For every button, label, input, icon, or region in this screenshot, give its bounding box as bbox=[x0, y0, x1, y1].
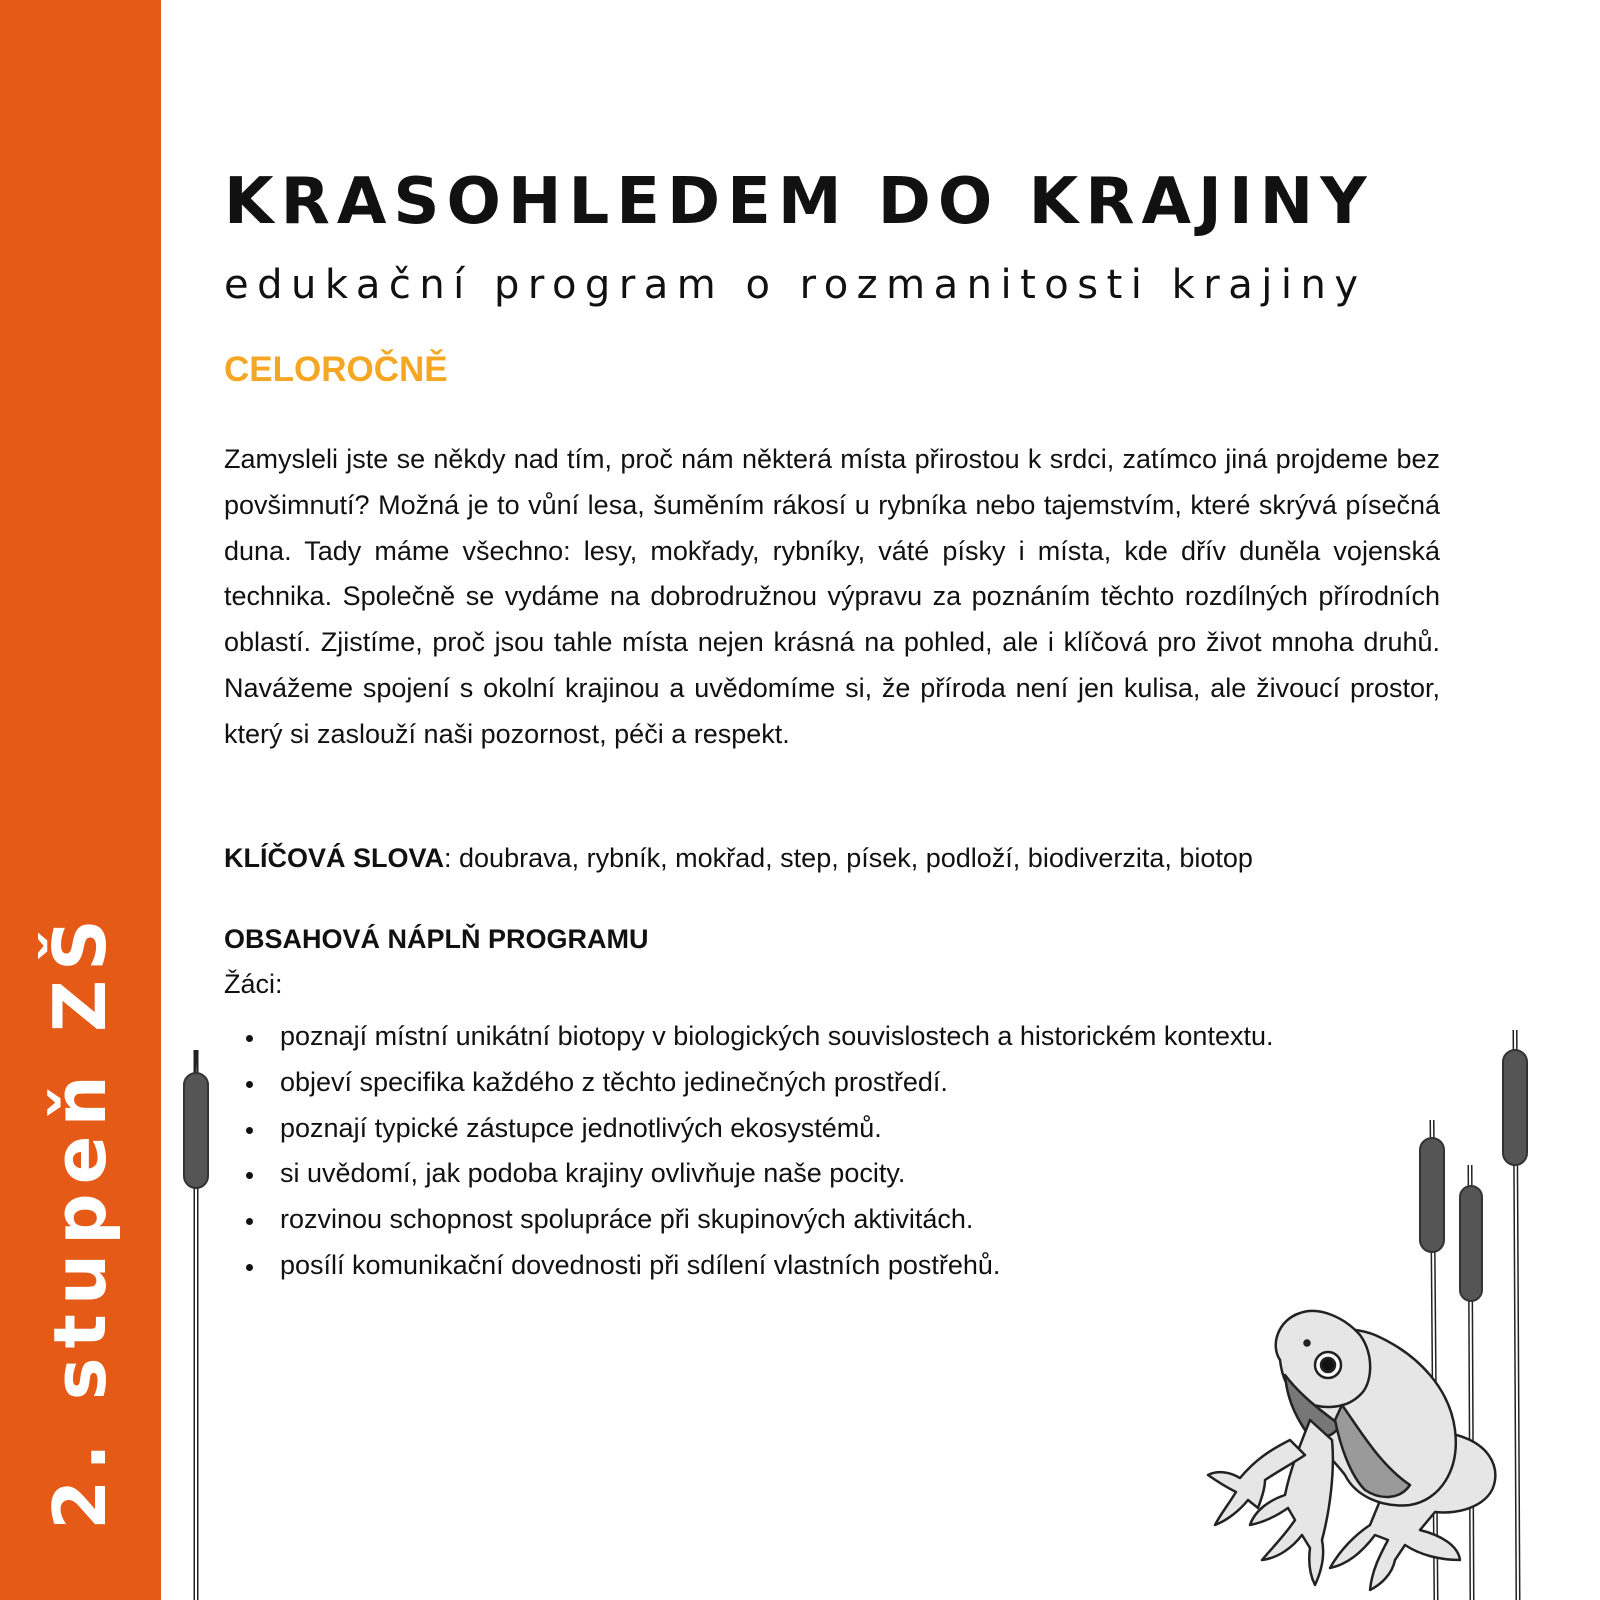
list-item: objeví specifika každého z těchto jedinečných prostředí. bbox=[224, 1060, 1274, 1106]
frog-icon bbox=[1208, 1311, 1495, 1590]
page-subtitle: edukační program o rozmanitosti krajiny bbox=[224, 262, 1367, 308]
list-item: poznají typické zástupce jednotlivých ekosystémů. bbox=[224, 1106, 1274, 1152]
students-label: Žáci: bbox=[224, 969, 283, 999]
list-item: poznají místní unikátní biotopy v biologických souvislostech a historickém kontextu. bbox=[224, 1014, 1274, 1060]
page-title: KRASOHLEDEM DO KRAJINY bbox=[224, 165, 1374, 239]
cattail-icon bbox=[1420, 1120, 1444, 1600]
program-heading: OBSAHOVÁ NÁPLŇ PROGRAMU bbox=[224, 924, 649, 954]
keywords-line bbox=[224, 843, 1253, 874]
list-item: posílí komunikační dovednosti při sdílení vlastních postřehů. bbox=[224, 1243, 1274, 1289]
sidebar-band bbox=[0, 0, 161, 1600]
grade-level-label: 2. stupeň ZŠ bbox=[38, 910, 122, 1530]
goals-list bbox=[224, 1014, 1274, 1289]
cattail-icon bbox=[1503, 1030, 1527, 1600]
season-label: CELOROČNĚ bbox=[224, 350, 448, 389]
cattail-icon bbox=[1460, 1165, 1482, 1600]
keywords-values: : doubrava, rybník, mokřad, step, písek, podloží, biodiverzita, biotop bbox=[444, 843, 1253, 873]
list-item: si uvědomí, jak podoba krajiny ovlivňuje naše pocity. bbox=[224, 1151, 1274, 1197]
intro-paragraph: Zamysleli jste se někdy nad tím, proč nám některá místa přirostou k srdci, zatímco jiná projdeme bez povšimnutí? Možná je to vůní lesa, šuměním rákosí u rybníka nebo tajemstvím, které skrývá písečná duna. Tady máme všechno: lesy, mokřady, rybníky, váté písky i místa, kde dřív duněla vojenská technika. Společně se vydáme na dobrodružnou výpravu za poznáním těchto rozdílných přírodních oblastí. Zjistíme, proč jsou tahle místa nejen krásná na pohled, ale i klíčová pro život mnoha druhů. Navážeme spojení s okolní krajinou a uvědomíme si, že příroda není jen kulisa, ale živoucí prostor, který si zaslouží naši pozornost, péči a respekt. bbox=[224, 444, 1440, 749]
cattail-icon bbox=[184, 1050, 208, 1600]
list-item: rozvinou schopnost spolupráce při skupinových aktivitách. bbox=[224, 1197, 1274, 1243]
keywords-label: KLÍČOVÁ SLOVA bbox=[224, 843, 445, 873]
